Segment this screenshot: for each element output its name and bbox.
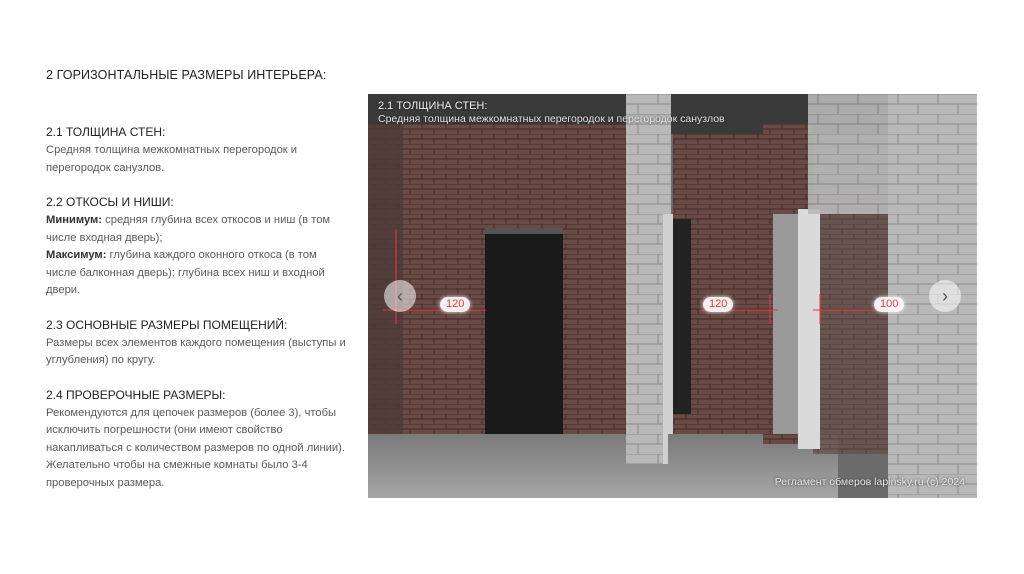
max-text: глубина каждого оконного откоса (в том числе балконная дверь); глубина всех ниш и входной двери.	[46, 249, 325, 296]
dimension-label: 100	[874, 297, 904, 312]
section-heading: 2.4 ПРОВЕРОЧНЫЕ РАЗМЕРЫ:	[46, 387, 226, 402]
section-body: Средняя толщина межкомнатных перегородок и перегородок санузлов.	[46, 144, 298, 174]
min-text: средняя глубина всех откосов и ниш (в том числе входная дверь);	[46, 214, 331, 244]
section-wall-thickness	[46, 124, 346, 177]
dimension-label: 120	[440, 297, 470, 312]
section-check-dimensions	[46, 387, 346, 493]
max-label: Максимум:	[46, 249, 107, 261]
interior-photo-illustration	[368, 94, 977, 498]
section-body-max	[46, 247, 346, 300]
dimension-label: 120	[703, 297, 733, 312]
text-column	[46, 124, 346, 509]
photo-overlay-caption	[378, 100, 725, 126]
section-heading: 2.3 ОСНОВНЫЕ РАЗМЕРЫ ПОМЕЩЕНИЙ:	[46, 317, 288, 332]
section-heading: 2.2 ОТКОСЫ И НИШИ:	[46, 195, 174, 209]
photo-overlay-title: 2.1 ТОЛЩИНА СТЕН:	[378, 100, 488, 112]
photo-overlay-subtitle: Средняя толщина межкомнатных перегородок и перегородок санузлов	[378, 113, 725, 125]
section-body: Размеры всех элементов каждого помещения (выступы и углубления) по кругу.	[46, 336, 346, 366]
section-room-dimensions	[46, 317, 346, 370]
next-slide-button[interactable]	[929, 280, 961, 312]
section-heading: 2.1 ТОЛЩИНА СТЕН:	[46, 125, 166, 139]
section-slopes-niches	[46, 194, 346, 300]
min-label: Минимум:	[46, 214, 103, 226]
prev-slide-button[interactable]	[384, 280, 416, 312]
chevron-right-icon: ›	[942, 285, 948, 306]
chevron-left-icon: ‹	[397, 285, 403, 306]
photo-credit: Регламент обмеров lapinsky.ru (с) 2024	[774, 476, 965, 488]
interior-photo	[368, 94, 977, 498]
page-title: 2 ГОРИЗОНТАЛЬНЫЕ РАЗМЕРЫ ИНТЕРЬЕРА:	[46, 68, 327, 82]
section-body-min	[46, 212, 346, 247]
section-body: Рекомендуются для цепочек размеров (более 3), чтобы исключить погрешности (они имеют свойство накапливаться с количеством размеров по одной линии). Желательно чтобы на смежные комнаты было 3-4 проверочных размера.	[46, 406, 345, 489]
